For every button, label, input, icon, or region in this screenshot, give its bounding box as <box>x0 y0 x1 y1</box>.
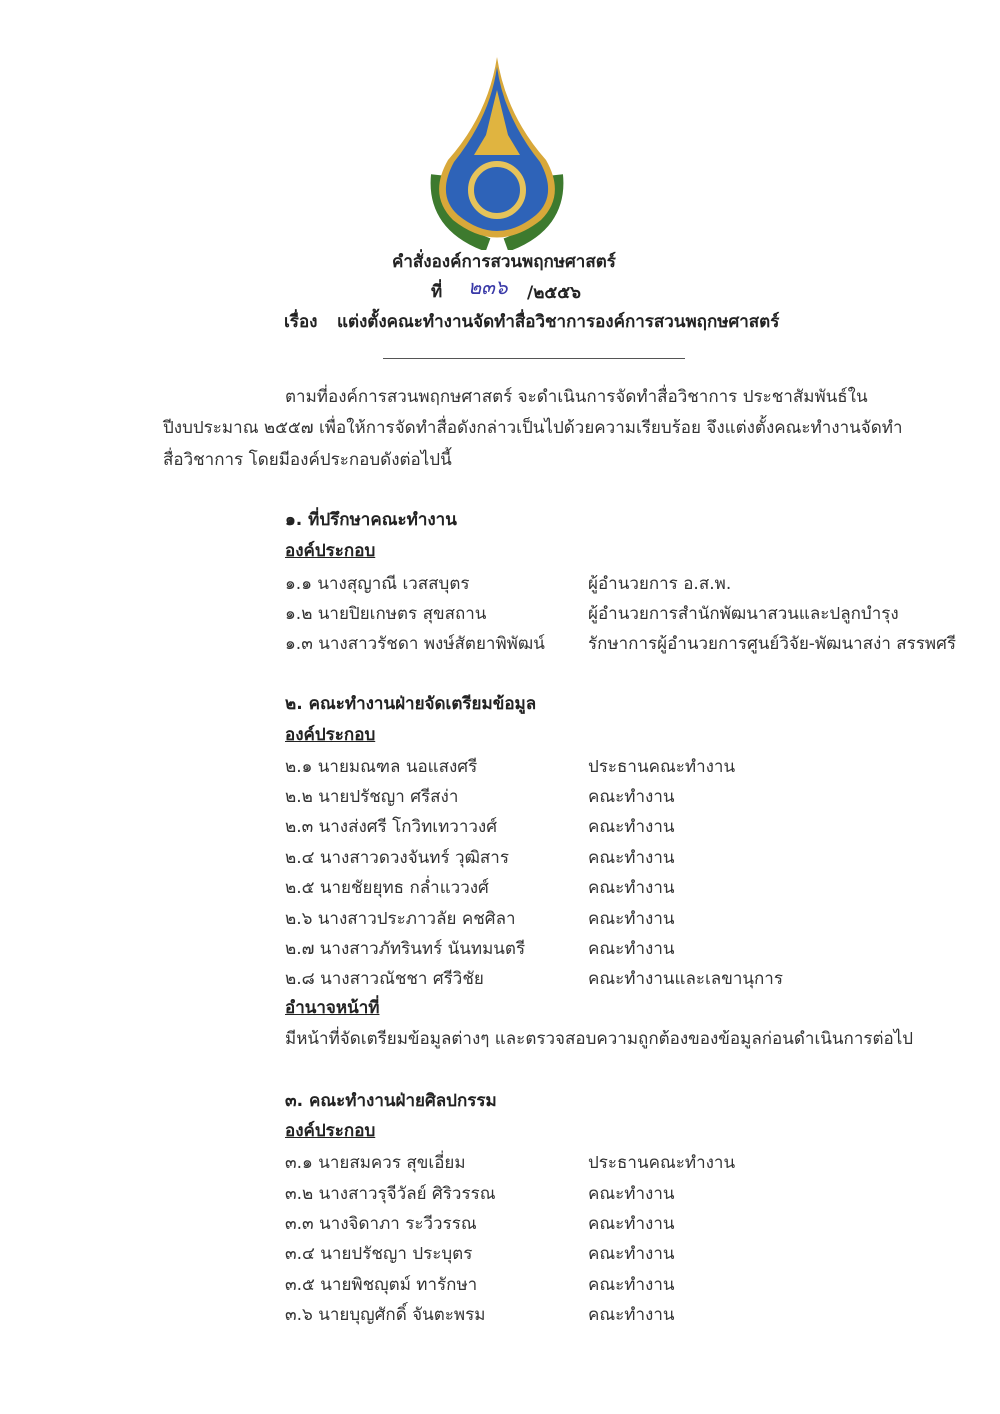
member-row <box>285 844 965 868</box>
member-row <box>285 965 965 989</box>
member-role: คณะทำงานและเลขานุการ <box>588 969 783 989</box>
member-row <box>285 1271 965 1295</box>
member-role: คณะทำงาน <box>588 1244 675 1264</box>
section-2-duty-label: อำนาจหน้าที่ <box>285 998 380 1018</box>
member-name: ๒.๕ นายชัยยุทธ กล่ำแววงศ์ <box>285 878 489 898</box>
member-role: คณะทำงาน <box>588 909 675 929</box>
member-name: ๓.๔ นายปรัชญา ประบุตร <box>285 1244 473 1264</box>
member-name: ๒.๖ นางสาวประภาวลัย คชศิลา <box>285 909 516 929</box>
section-3-title: ๓. คณะทำงานฝ่ายศิลปกรรม <box>285 1091 497 1111</box>
section-2-members-label: องค์ประกอบ <box>285 725 376 745</box>
member-role: คณะทำงาน <box>588 1214 675 1234</box>
member-name: ๓.๒ นางสาวรุจีวัลย์ ศิริวรรณ <box>285 1184 496 1204</box>
member-row <box>285 1180 965 1204</box>
section-1-members-label: องค์ประกอบ <box>285 541 376 561</box>
member-name: ๓.๖ นายบุญศักดิ์ จันตะพรม <box>285 1305 486 1325</box>
member-row <box>285 905 965 929</box>
member-row <box>285 874 965 898</box>
member-row <box>285 1210 965 1234</box>
divider <box>383 358 685 359</box>
order-year: /๒๕๕๖ <box>527 283 581 303</box>
member-row <box>285 1149 965 1173</box>
member-row <box>285 600 965 624</box>
member-name: ๑.๒ นายปิยเกษตร สุขสถาน <box>285 604 487 624</box>
member-name: ๓.๕ นายพิชญุตม์ ทารักษา <box>285 1275 478 1295</box>
member-role: ประธานคณะทำงาน <box>588 757 736 777</box>
member-name: ๒.๔ นางสาวดวงจันทร์ วุฒิสาร <box>285 848 509 868</box>
member-name: ๓.๑ นายสมควร สุขเอี่ยม <box>285 1153 466 1173</box>
member-name: ๒.๑ นายมณฑล นอแสงศรี <box>285 757 478 777</box>
member-role: คณะทำงาน <box>588 939 675 959</box>
organization-logo <box>428 55 566 250</box>
member-row <box>285 1301 965 1325</box>
member-role: ประธานคณะทำงาน <box>588 1153 736 1173</box>
member-row <box>285 813 965 837</box>
member-name: ๒.๗ นางสาวภัทรินทร์ นันทมนตรี <box>285 939 526 959</box>
intro-line-3: สื่อวิชาการ โดยมีองค์ประกอบดังต่อไปนี้ <box>163 450 452 470</box>
member-name: ๑.๑ นางสุญาณี เวสสบุตร <box>285 574 470 594</box>
subject-label: เรื่อง <box>284 312 318 332</box>
section-2-title: ๒. คณะทำงานฝ่ายจัดเตรียมข้อมูล <box>285 694 537 714</box>
order-title: คำสั่งองค์การสวนพฤกษศาสตร์ <box>392 252 616 272</box>
member-name: ๒.๘ นางสาวณัชชา ศรีวิชัย <box>285 969 484 989</box>
member-role: คณะทำงาน <box>588 787 675 807</box>
member-role: คณะทำงาน <box>588 1275 675 1295</box>
member-role: รักษาการผู้อำนวยการศูนย์วิจัย-พัฒนาสง่า สรรพศรี <box>588 634 957 654</box>
member-name: ๓.๓ นางจิดาภา ระวีวรรณ <box>285 1214 477 1234</box>
member-row <box>285 783 965 807</box>
member-row <box>285 935 965 959</box>
member-role: คณะทำงาน <box>588 1305 675 1325</box>
member-role: ผู้อำนวยการ อ.ส.พ. <box>588 574 732 594</box>
subject: แต่งตั้งคณะทำงานจัดทำสื่อวิชาการองค์การสวนพฤกษศาสตร์ <box>337 312 780 332</box>
member-row <box>285 1240 965 1264</box>
section-1-title: ๑. ที่ปรึกษาคณะทำงาน <box>285 510 457 530</box>
member-role: คณะทำงาน <box>588 1184 675 1204</box>
member-row <box>285 570 965 594</box>
intro-line-2: ปีงบประมาณ ๒๕๕๗ เพื่อให้การจัดทำสื่อดังกล่าวเป็นไปด้วยความเรียบร้อย จึงแต่งตั้งคณะทำงานจัดทำ <box>163 418 903 438</box>
intro-line-1: ตามที่องค์การสวนพฤกษศาสตร์ จะดำเนินการจัดทำสื่อวิชาการ ประชาสัมพันธ์ใน <box>285 387 868 407</box>
member-row <box>285 630 965 654</box>
order-number-handwritten: ๒๓๖ <box>468 275 508 299</box>
member-row <box>285 753 965 777</box>
member-name: ๒.๒ นายปรัชญา ศรีสง่า <box>285 787 459 807</box>
member-name: ๑.๓ นางสาวรัชดา พงษ์สัตยาพิพัฒน์ <box>285 634 545 654</box>
member-role: คณะทำงาน <box>588 817 675 837</box>
member-name: ๒.๓ นางส่งศรี โกวิทเทวาวงศ์ <box>285 817 498 837</box>
order-number-prefix: ที่ <box>431 282 443 302</box>
section-3-members-label: องค์ประกอบ <box>285 1121 376 1141</box>
member-role: คณะทำงาน <box>588 878 675 898</box>
member-role: คณะทำงาน <box>588 848 675 868</box>
member-role: ผู้อำนวยการสำนักพัฒนาสวนและปลูกบำรุง <box>588 604 899 624</box>
section-2-duty: มีหน้าที่จัดเตรียมข้อมูลต่างๆ และตรวจสอบความถูกต้องของข้อมูลก่อนดำเนินการต่อไป <box>285 1029 914 1049</box>
